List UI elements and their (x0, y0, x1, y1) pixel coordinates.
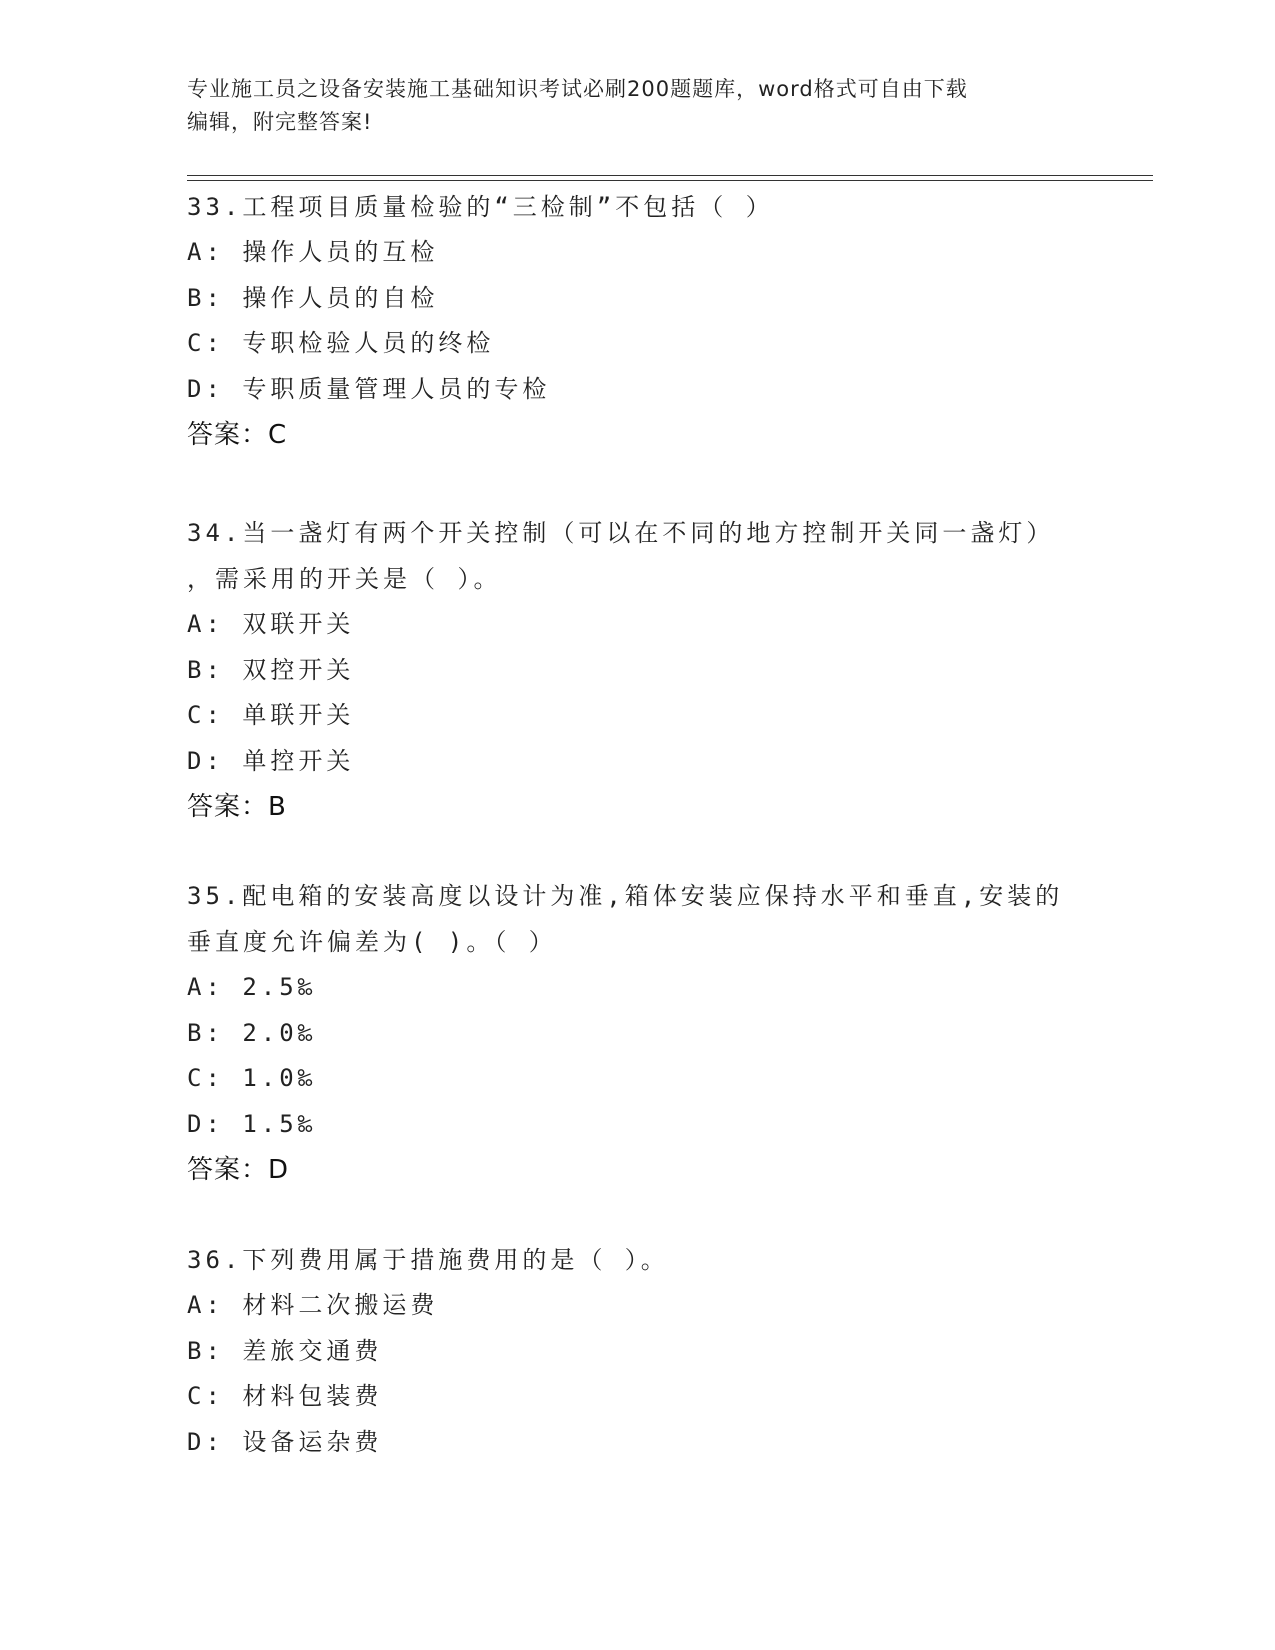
question-33 (187, 184, 1087, 458)
question-stem: 36.下列费用属于措施费用的是（ ）。 (187, 1246, 669, 1274)
question-36 (187, 1237, 1087, 1465)
option-b: B: 操作人员的自检 (187, 283, 439, 312)
option-c: C: 材料包装费 (187, 1382, 383, 1410)
option-c: C: 专职检验人员的终检 (187, 329, 495, 357)
answer-label: 答案：D (187, 1155, 290, 1185)
header-line-1: 专业施工员之设备安装施工基础知识考试必刷200题题库，word格式可自由下载 (187, 77, 968, 101)
question-stem: 33.工程项目质量检验的“三检制”不包括（ ） (187, 193, 774, 221)
option-c: C: 1.0‰ (187, 1064, 317, 1092)
option-d: D: 1.5‰ (187, 1109, 317, 1138)
option-b: B: 差旅交通费 (187, 1336, 383, 1365)
answer-label: 答案：B (187, 792, 287, 822)
header-rule-top (187, 175, 1153, 176)
document-header (187, 73, 1087, 139)
answer-label: 答案：C (187, 420, 288, 450)
question-35 (187, 873, 1087, 1193)
option-c: C: 单联开关 (187, 701, 355, 729)
option-a: A: 操作人员的互检 (187, 238, 439, 266)
option-a: A: 2.5‰ (187, 973, 317, 1001)
question-stem: 34.当一盏灯有两个开关控制（可以在不同的地方控制开关同一盏灯） (187, 519, 1055, 547)
option-d: D: 单控开关 (187, 746, 355, 775)
option-b: B: 2.0‰ (187, 1018, 317, 1047)
question-stem-continued: 垂直度允许偏差为( )。（ ） (187, 928, 557, 956)
option-d: D: 专职质量管理人员的专检 (187, 374, 551, 403)
option-b: B: 双控开关 (187, 655, 355, 684)
header-line-2: 编辑，附完整答案! (187, 110, 373, 134)
option-a: A: 材料二次搬运费 (187, 1291, 439, 1319)
question-34 (187, 510, 1087, 830)
header-rule-bottom (187, 180, 1153, 181)
option-d: D: 设备运杂费 (187, 1427, 383, 1456)
question-stem: 35.配电箱的安装高度以设计为准,箱体安装应保持水平和垂直,安装的 (187, 882, 1064, 910)
question-stem-continued: ，需采用的开关是（ ）。 (187, 565, 502, 593)
option-a: A: 双联开关 (187, 610, 355, 638)
